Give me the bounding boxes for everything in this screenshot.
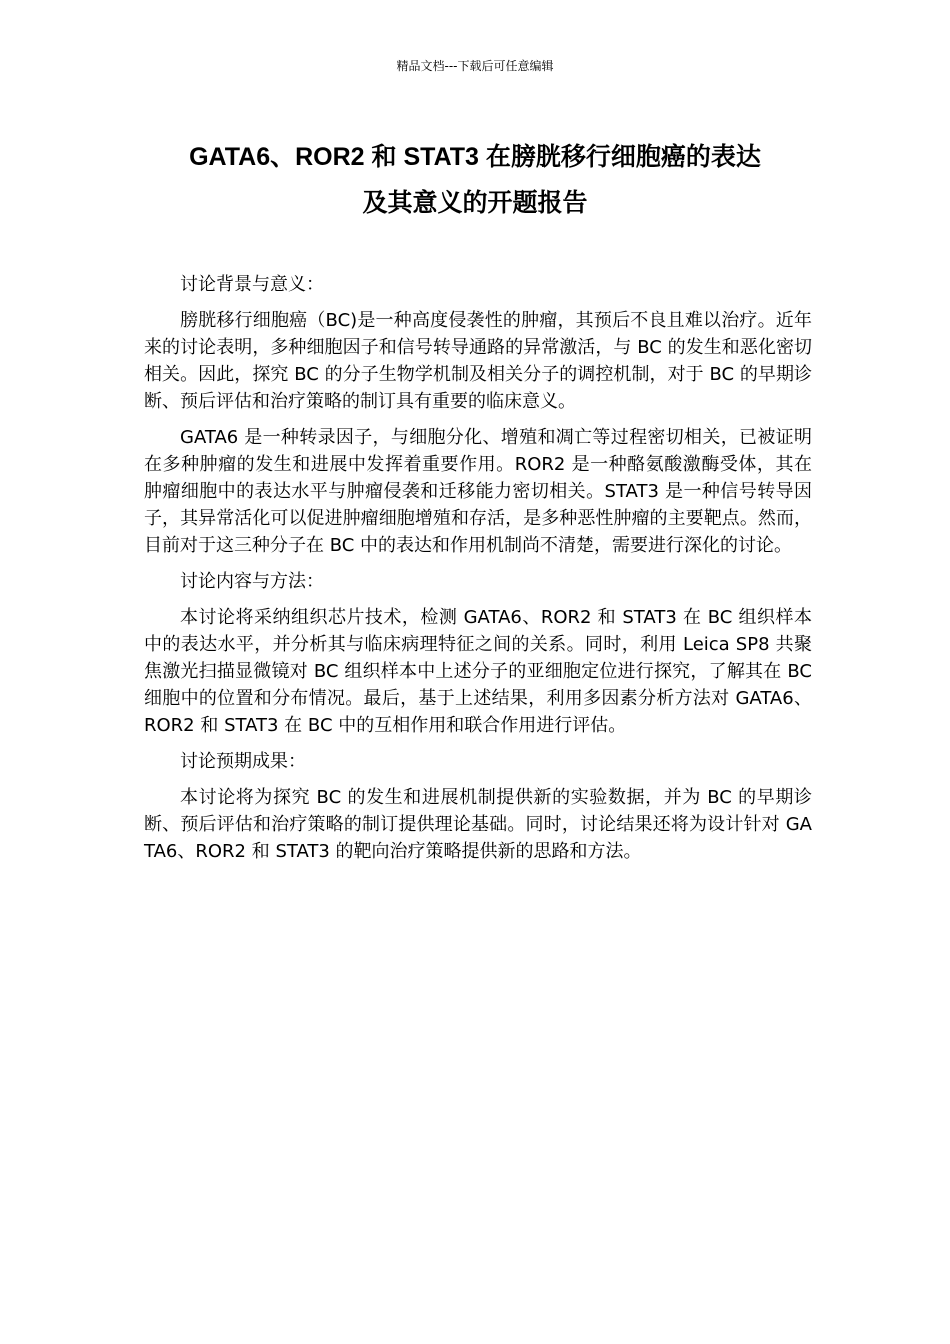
header-note: 精品文档---下载后可任意编辑 [396, 59, 554, 73]
section-heading-background: 讨论背景与意义： [180, 274, 324, 295]
title-line-1: GATA6、ROR2 和 STAT3 在膀胱移行细胞癌的表达 [189, 143, 761, 171]
section-heading-methods: 讨论内容与方法： [180, 571, 324, 592]
paragraph-outcomes-1: 本讨论将为探究 BC 的发生和进展机制提供新的实验数据，并为 BC 的早期诊断、预后评估和治疗策略的制订提供理论基础。同时，讨论结果还将为设计针对 GATA6、ROR2 和 STAT3 的靶向治疗策略提供新的思路和方法。 [144, 787, 812, 862]
section-heading-outcomes: 讨论预期成果： [180, 751, 306, 772]
title-line-2: 及其意义的开题报告 [362, 189, 588, 217]
paragraph-background-1: 膀胱移行细胞癌（BC)是一种高度侵袭性的肿瘤，其预后不良且难以治疗。近年来的讨论表明，多种细胞因子和信号转导通路的异常激活，与 BC 的发生和恶化密切相关。因此，探究 BC 的分子生物学机制及相关分子的调控机制，对于 BC 的早期诊断、预后评估和治疗策略的制订具有重要的临床意义。 [144, 310, 812, 412]
document-body [144, 271, 812, 874]
paragraph-methods-1: 本讨论将采纳组织芯片技术，检测 GATA6、ROR2 和 STAT3 在 BC 组织样本中的表达水平，并分析其与临床病理特征之间的关系。同时，利用 Leica SP8 共聚焦激光扫描显微镜对 BC 组织样本中上述分子的亚细胞定位进行探究，了解其在 BC 细胞中的位置和分布情况。最后，基于上述结果，利用多因素分析方法对 GATA6、ROR2 和 STAT3 在 BC 中的互相作用和联合作用进行评估。 [144, 607, 812, 736]
paragraph-background-2: GATA6 是一种转录因子，与细胞分化、增殖和凋亡等过程密切相关，已被证明在多种肿瘤的发生和进展中发挥着重要作用。ROR2 是一种酪氨酸激酶受体，其在肿瘤细胞中的表达水平与肿瘤侵袭和迁移能力密切相关。STAT3 是一种信号转导因子，其异常活化可以促进肿瘤细胞增殖和存活，是多种恶性肿瘤的主要靶点。然而，目前对于这三种分子在 BC 中的表达和作用机制尚不清楚，需要进行深化的讨论。 [144, 427, 812, 556]
document-title [120, 134, 830, 226]
